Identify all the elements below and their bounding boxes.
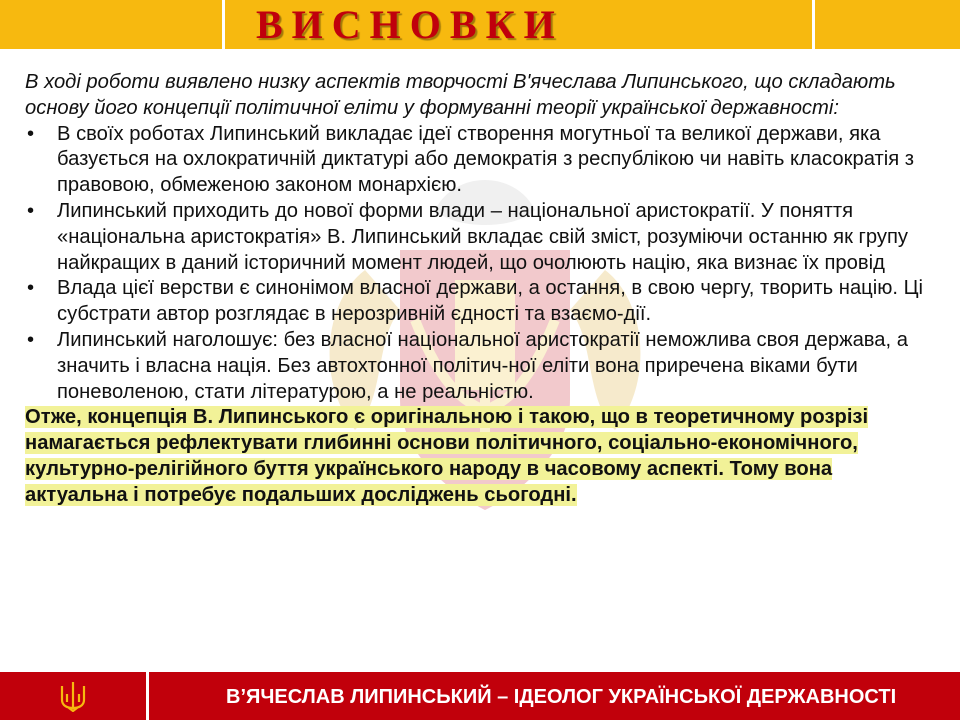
bullet-icon: • (27, 199, 35, 222)
conclusion-paragraph (25, 405, 940, 508)
bullet-text: Липинський приходить до нової форми влади – національної аристократії. У поняття «національна аристократія» В. Липинський вкладає свій зміст, розуміючи останню як групу найкращих в даний історичний момент людей, що очолюють націю, яка визнає їх провід (57, 199, 909, 274)
bullet-text: Влада цієї верстви є синонімом власної держави, а остання, в свою чергу, творить націю. Ці субстрати автор розглядає в нерозривній єдності та взаємо-дії. (57, 277, 924, 326)
intro-text: В ході роботи виявлено низку аспектів творчості В'ячеслава Липинського, що складають основу його концепції політичної еліти у формуванні теорії української державності: (25, 71, 896, 119)
bullet-icon: • (27, 122, 35, 145)
page-title: ВИСНОВКИ (256, 2, 564, 47)
content-area (25, 70, 940, 509)
list-item (25, 328, 940, 405)
bullet-text: Липинський наголошує: без власної національної аристократії неможлива своя держава, а значить і власна нація. Без автохтонної політич-ної еліти вона приречена віками бути поневоленою, стати літературою, а не реальністю. (57, 328, 908, 403)
list-item (25, 122, 940, 199)
conclusion-text: Отже, концепція В. Липинського є оригінальною і такою, що в теоретичному розрізі намагається рефлектувати глибинні основи політичного, соціально-економічного, культурно-релігійного буття українського народу в часовому аспекті. Тому вона актуальна і потребує подальших досліджень сьогодні. (25, 406, 869, 506)
footer-divider (146, 672, 149, 720)
header-divider-left (222, 0, 225, 49)
bullet-icon: • (27, 277, 35, 300)
trident-icon (58, 680, 88, 712)
header-divider-right (812, 0, 815, 49)
bullet-icon: • (27, 328, 35, 351)
footer-title: В’ЯЧЕСЛАВ ЛИПИНСЬКИЙ – ІДЕОЛОГ УКРАЇНСЬКОЇ ДЕРЖАВНОСТІ (226, 686, 897, 708)
bullet-list (25, 122, 940, 406)
list-item (25, 199, 940, 276)
list-item (25, 276, 940, 328)
bullet-text: В своїх роботах Липинський викладає ідеї створення могутньої та великої держави, яка базується на охлократичній диктатурі або демократія з республікою чи навіть класократія з правовою, обмеженою законом монархією. (57, 122, 915, 197)
